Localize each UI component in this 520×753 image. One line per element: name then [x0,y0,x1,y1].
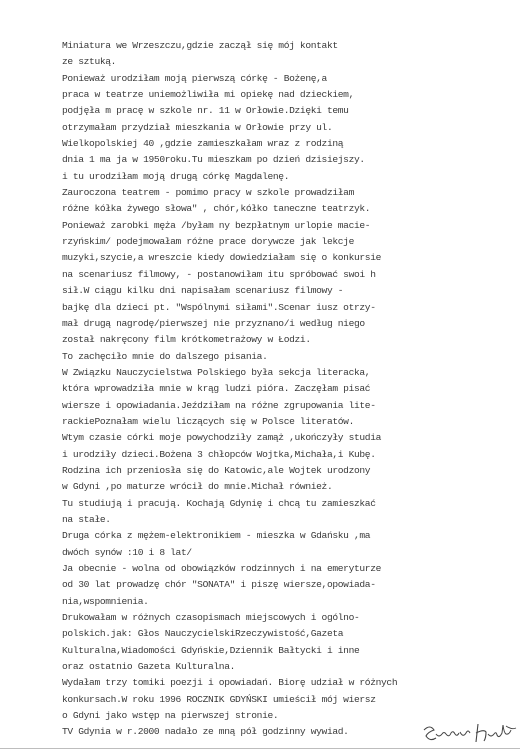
text-line: Ponieważ zarobki męża /byłam ny bezpłatnym urlopie macie- [62,219,371,231]
text-line: Zauroczona teatrem - pomimo pracy w szkole prowadziłam [62,187,354,199]
text-line: praca w teatrze uniemożliwiła mi opiekę nad dzieckiem, [62,89,354,101]
text-line: rackiePoznałam wielu liczących się w Polsce literatów. [62,415,354,427]
text-line: nia,wspomnienia. [62,595,149,607]
text-line: mał drugą nagrodę/pierwszej nie przyznano/i według niego [62,317,365,329]
text-line: bajkę dla dzieci pt. "Wspólnymi siłami".Scenar iusz otrzy- [62,301,376,313]
text-line: Ponieważ urodziłam moją pierwszą córkę - Bożenę,a [62,72,327,84]
text-line: sił.W ciągu kilku dni napisałam scenariusz filmowy - [62,285,344,297]
text-line: Wtym czasie córki moje powychodziły zamąż ,ukończyły studia [62,432,382,444]
text-line: TV Gdynia w r.2000 nadało ze mną pół godzinny wywiad. [62,726,349,738]
text-line: wiersze i opowiadania.Jeździłam na różne zgrupowania lite- [62,399,376,411]
text-line: dnia 1 ma ja w 1950roku.Tu mieszkam po dzień dzisiejszy. [62,154,365,166]
page-bottom-edge [0,748,520,749]
text-line: polskich.jak: Głos NauczycielskiRzeczywistość,Gazeta [62,628,344,640]
handwritten-signature [420,718,520,748]
text-line: ze sztuką. [62,56,117,68]
text-line: oraz ostatnio Gazeta Kulturalna. [62,661,236,673]
text-line: Druga córka z mężem-elektronikiem - mieszka w Gdańsku ,ma [62,530,371,542]
text-line: od 30 lat prowadzę chór "SONATA" i piszę wiersze,opowiada- [62,579,376,591]
text-line: To zachęciło mnie do dalszego pisania. [62,350,268,362]
text-line: w Gdyni ,po maturze wrócił do mnie.Michał również. [62,481,333,493]
text-line: rzyńskim/ podejmowałam różne prace dorywcze jak lekcje [62,236,354,248]
text-line: został nakręcony film krótkometrażowy w Łodzi. [62,334,311,346]
text-line: W Związku Nauczycielstwa Polskiego była sekcja literacka, [62,366,371,378]
text-line: Wydałam trzy tomiki poezji i opowiadań. Biorę udział w różnych [62,677,398,689]
text-line: Kulturalna,Wiadomości Gdyńskie,Dziennik Bałtycki i inne [62,644,360,656]
text-line: na stałe. [62,513,111,525]
text-line: i urodziły dzieci.Bożena 3 chłopców Wojtka,Michała,i Kubę. [62,448,376,460]
text-line: Tu studiują i pracują. Kochają Gdynię i chcą tu zamieszkać [62,497,376,509]
document-body [62,38,502,741]
text-line: Miniatura we Wrzeszczu,gdzie zaczął się mój kontakt [62,40,338,51]
text-line: o Gdyni jako wstęp na pierwszej stronie. [62,710,279,722]
text-line: Wielkopolskiej 40 ,gdzie zamieszkałam wraz z rodziną [62,138,344,150]
text-line: Ja obecnie - wolna od obowiązków rodzinnych i na emeryturze [62,563,382,574]
text-line: i tu urodziłam moją drugą córkę Magdalenę. [62,170,290,182]
text-line: różne kółka żywego słowa" , chór,kółko taneczne teatrzyk. [62,203,371,215]
text-line: na scenariusz filmowy, - postanowiłam itu spróbować swoi h [62,268,376,280]
text-line: podjęła m pracę w szkole nr. 11 w Orłowie.Dzięki temu [62,105,349,117]
text-line: dwóch synów :10 i 8 lat/ [62,546,192,558]
text-line: Drukowałam w różnych czasopismach miejscowych i ogólno- [62,612,360,624]
text-line: Rodzina ich przeniosła się do Katowic,ale Wojtek urodzony [62,464,371,476]
text-line: otrzymałam przydział mieszkania w Orłowie przy ul. [62,121,333,133]
text-line: która wprowadziła mnie w krąg ludzi pióra. Zaczęłam pisać [62,383,371,395]
text-line: muzyki,szycie,a wreszcie kiedy dowiedziałam się o konkursie [62,252,382,264]
text-line: konkursach.W roku 1996 ROCZNIK GDYŃSKI umieścił mój wiersz [62,693,376,705]
